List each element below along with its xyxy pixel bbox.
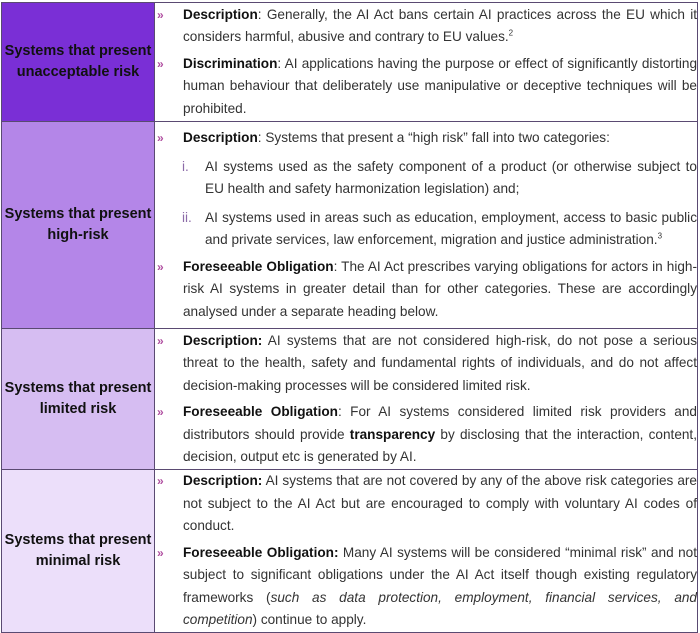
footnote-ref: 2	[508, 28, 514, 38]
details-cell-minimal	[155, 470, 698, 633]
details-cell-limited	[155, 329, 698, 470]
bullet-foreseeable-obligation: » Foreseeable Obligation: For AI systems considered limited risk providers and distributors should provide transparency by disclosing that the interaction, content, decision, output etc is generated by AI.	[155, 401, 697, 469]
footnote-ref: 3	[657, 231, 663, 241]
category-cell-unacceptable	[2, 3, 155, 122]
category-label: Systems that present unacceptable risk	[4, 43, 152, 80]
bullet-marker-icon: »	[157, 405, 164, 419]
bullet-description: » Description: AI systems that are not considered high-risk, do not pose a serious threat to the health, safety and fundamental rights of individuals, and do not affect decision-making processes will be considered limited risk.	[155, 330, 697, 398]
bullet-foreseeable-obligation: » Foreseeable Obligation: Many AI systems will be considered “minimal risk” and not subject to significant obligations under the AI Act itself though existing regulatory frameworks (such as data protection, employment, financial services, and competition) continue to apply.	[155, 542, 697, 632]
bullet-marker-icon: »	[157, 474, 164, 488]
bullet-marker-icon: »	[157, 545, 164, 560]
bullet-marker-icon: »	[157, 333, 164, 348]
examples-italic: such as data protection, employment, financial services, and competition	[183, 589, 697, 627]
bullet-discrimination: » Discrimination: AI applications having the purpose or effect of significantly distorting human behaviour that deliberately use manipulative or deceptive techniques will be prohibited.	[155, 53, 697, 121]
category-label: Systems that present minimal risk	[4, 531, 152, 569]
category-label: Systems that present limited risk	[4, 380, 152, 417]
category-cell-minimal	[2, 470, 155, 633]
sub-item-ii: ii. AI systems used in areas such as education, employment, access to basic public and private services, law enforcement, migration and justice administration.$^3$	[155, 207, 697, 252]
category-label: Systems that present high-risk	[4, 206, 152, 243]
emphasis-transparency: transparency	[349, 426, 436, 442]
risk-categories-table	[1, 2, 698, 633]
bullet-description: » Description: AI systems that are not covered by any of the above risk categories are not subject to the AI Act but are encouraged to comply with voluntary AI codes of conduct.	[155, 470, 697, 538]
bullet-foreseeable-obligation: » Foreseeable Obligation: The AI Act prescribes varying obligations for actors in high-risk AI systems in greater detail than for other categories. These are accordingly analysed under a separate heading below.	[155, 256, 697, 324]
bullet-description: » Description: Systems that present a “high risk” fall into two categories:	[155, 127, 697, 150]
roman-numeral: i.	[182, 158, 189, 174]
details-cell-unacceptable	[155, 3, 698, 122]
roman-numeral: ii.	[182, 209, 192, 225]
sub-item-i: i. AI systems used as the safety component of a product (or otherwise subject to EU health and safety harmonization legislation) and;	[155, 156, 697, 201]
category-cell-limited	[2, 329, 155, 470]
bullet-marker-icon: »	[157, 259, 164, 274]
bullet-marker-icon: »	[157, 131, 164, 145]
category-cell-high	[2, 122, 155, 329]
bullet-description: » Description: Generally, the AI Act bans certain AI practices across the EU which it considers harmful, abusive and contrary to EU values.$^2$	[155, 4, 697, 49]
bullet-marker-icon: »	[157, 7, 164, 22]
bullet-marker-icon: »	[157, 56, 164, 71]
details-cell-high	[155, 122, 698, 329]
